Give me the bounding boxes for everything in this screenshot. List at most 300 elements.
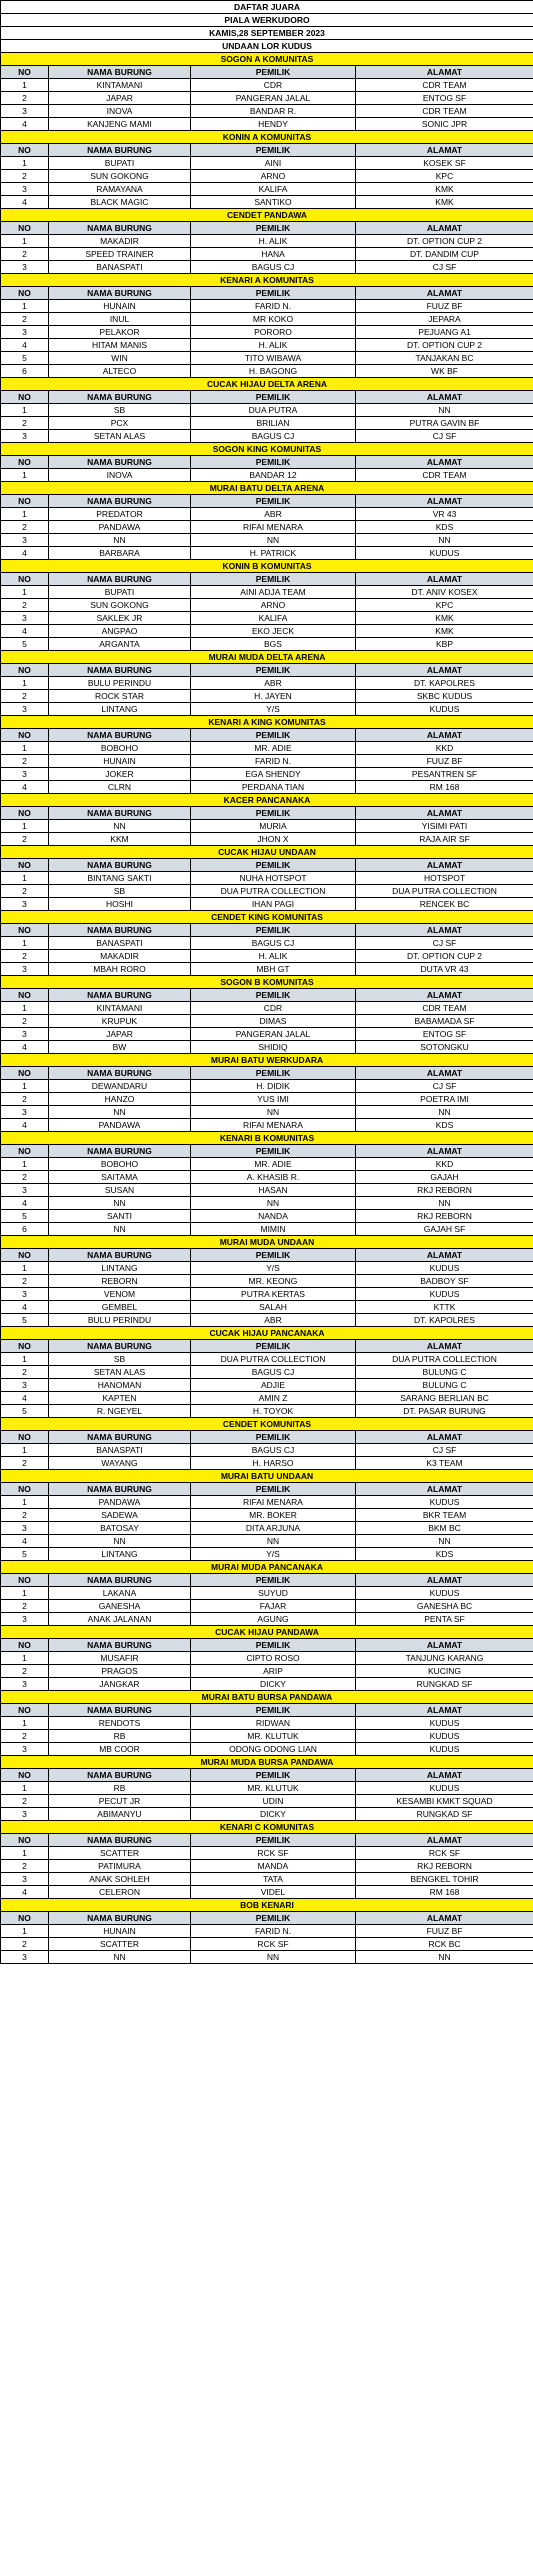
- table-row: [1, 430, 533, 443]
- bird-name-cell: LINTANG: [49, 1548, 191, 1561]
- section-header: [1, 1821, 533, 1834]
- rank-cell: 4: [1, 625, 49, 638]
- table-row: [1, 1184, 533, 1197]
- table-row: [1, 92, 533, 105]
- owner-cell: MANDA: [191, 1860, 356, 1873]
- owner-cell: DICKY: [191, 1678, 356, 1691]
- table-row: [1, 1301, 533, 1314]
- address-cell: KOSEK SF: [356, 157, 533, 170]
- address-cell: KTTK: [356, 1301, 533, 1314]
- section-title: MURAI BATU DELTA ARENA: [1, 482, 533, 495]
- bird-name-cell: SETAN ALAS: [49, 430, 191, 443]
- table-row: [1, 1873, 533, 1886]
- table-row: [1, 1860, 533, 1873]
- col-no-header: NO: [1, 1067, 49, 1080]
- col-address-header: ALAMAT: [356, 1067, 533, 1080]
- rank-cell: 3: [1, 612, 49, 625]
- table-row: [1, 1795, 533, 1808]
- table-row: [1, 820, 533, 833]
- owner-cell: RCK SF: [191, 1847, 356, 1860]
- rank-cell: 5: [1, 1210, 49, 1223]
- rank-cell: 2: [1, 1457, 49, 1470]
- col-owner-header: PEMILIK: [191, 456, 356, 469]
- address-cell: SARANG BERLIAN BC: [356, 1392, 533, 1405]
- rank-cell: 4: [1, 1301, 49, 1314]
- rank-cell: 2: [1, 950, 49, 963]
- table-row: [1, 781, 533, 794]
- owner-cell: BGS: [191, 638, 356, 651]
- col-bird-name-header: NAMA BURUNG: [49, 1067, 191, 1080]
- owner-cell: AMIN Z: [191, 1392, 356, 1405]
- col-address-header: ALAMAT: [356, 144, 533, 157]
- section-header: [1, 274, 533, 287]
- table-row: [1, 937, 533, 950]
- bird-name-cell: VENOM: [49, 1288, 191, 1301]
- table-row: [1, 872, 533, 885]
- owner-cell: DUA PUTRA COLLECTION: [191, 1353, 356, 1366]
- col-no-header: NO: [1, 144, 49, 157]
- owner-cell: MR. KEONG: [191, 1275, 356, 1288]
- table-row: [1, 1288, 533, 1301]
- address-cell: FUUZ BF: [356, 300, 533, 313]
- table-row: [1, 352, 533, 365]
- col-bird-name-header: NAMA BURUNG: [49, 1340, 191, 1353]
- col-no-header: NO: [1, 859, 49, 872]
- col-owner-header: PEMILIK: [191, 66, 356, 79]
- table-row: [1, 1210, 533, 1223]
- rank-cell: 1: [1, 235, 49, 248]
- column-header-row: [1, 1067, 533, 1080]
- col-owner-header: PEMILIK: [191, 807, 356, 820]
- table-row: [1, 196, 533, 209]
- rank-cell: 1: [1, 937, 49, 950]
- table-row: [1, 1587, 533, 1600]
- address-cell: KMK: [356, 625, 533, 638]
- section-header: [1, 846, 533, 859]
- owner-cell: H. JAYEN: [191, 690, 356, 703]
- table-row: [1, 157, 533, 170]
- owner-cell: EGA SHENDY: [191, 768, 356, 781]
- rank-cell: 2: [1, 1093, 49, 1106]
- table-row: [1, 365, 533, 378]
- table-row: [1, 339, 533, 352]
- col-owner-header: PEMILIK: [191, 1431, 356, 1444]
- owner-cell: RIDWAN: [191, 1717, 356, 1730]
- bird-name-cell: ALTECO: [49, 365, 191, 378]
- address-cell: ENTOG SF: [356, 92, 533, 105]
- rank-cell: 3: [1, 1873, 49, 1886]
- owner-cell: FARID N.: [191, 1925, 356, 1938]
- bird-name-cell: PRAGOS: [49, 1665, 191, 1678]
- bird-name-cell: PANDAWA: [49, 521, 191, 534]
- col-bird-name-header: NAMA BURUNG: [49, 1639, 191, 1652]
- owner-cell: H. ALIK: [191, 950, 356, 963]
- column-header-row: [1, 664, 533, 677]
- col-owner-header: PEMILIK: [191, 1912, 356, 1925]
- owner-cell: NN: [191, 1106, 356, 1119]
- section-header: [1, 443, 533, 456]
- section-header: [1, 53, 533, 66]
- rank-cell: 2: [1, 1795, 49, 1808]
- section-title: CUCAK HIJAU DELTA ARENA: [1, 378, 533, 391]
- section-title: KENARI A KOMUNITAS: [1, 274, 533, 287]
- address-cell: KUDUS: [356, 1262, 533, 1275]
- address-cell: DT. ANIV KOSEX: [356, 586, 533, 599]
- bird-name-cell: LINTANG: [49, 703, 191, 716]
- table-row: [1, 1197, 533, 1210]
- bird-name-cell: LINTANG: [49, 1262, 191, 1275]
- address-cell: GAJAH: [356, 1171, 533, 1184]
- bird-name-cell: SETAN ALAS: [49, 1366, 191, 1379]
- col-no-header: NO: [1, 1574, 49, 1587]
- address-cell: ENTOG SF: [356, 1028, 533, 1041]
- owner-cell: SALAH: [191, 1301, 356, 1314]
- bird-name-cell: HUNAIN: [49, 1925, 191, 1938]
- section-header: [1, 1561, 533, 1574]
- section-title: MURAI MUDA DELTA ARENA: [1, 651, 533, 664]
- rank-cell: 2: [1, 833, 49, 846]
- address-cell: RCK BC: [356, 1938, 533, 1951]
- col-no-header: NO: [1, 495, 49, 508]
- bird-name-cell: JANGKAR: [49, 1678, 191, 1691]
- table-body: [1, 1, 533, 1964]
- table-row: [1, 248, 533, 261]
- bird-name-cell: SADEWA: [49, 1509, 191, 1522]
- bird-name-cell: HITAM MANIS: [49, 339, 191, 352]
- rank-cell: 4: [1, 1392, 49, 1405]
- rank-cell: 3: [1, 430, 49, 443]
- section-title: SOGON B KOMUNITAS: [1, 976, 533, 989]
- rank-cell: 5: [1, 1405, 49, 1418]
- owner-cell: H. TOYOK: [191, 1405, 356, 1418]
- address-cell: KUCING: [356, 1665, 533, 1678]
- bird-name-cell: BUPATI: [49, 157, 191, 170]
- owner-cell: MIMIN: [191, 1223, 356, 1236]
- address-cell: TANJAKAN BC: [356, 352, 533, 365]
- rank-cell: 1: [1, 677, 49, 690]
- owner-cell: NN: [191, 1197, 356, 1210]
- col-address-header: ALAMAT: [356, 924, 533, 937]
- owner-cell: ARNO: [191, 170, 356, 183]
- col-address-header: ALAMAT: [356, 807, 533, 820]
- bird-name-cell: RAMAYANA: [49, 183, 191, 196]
- section-header: [1, 378, 533, 391]
- rank-cell: 1: [1, 1717, 49, 1730]
- rank-cell: 2: [1, 313, 49, 326]
- owner-cell: Y/S: [191, 1262, 356, 1275]
- col-no-header: NO: [1, 573, 49, 586]
- col-bird-name-header: NAMA BURUNG: [49, 1912, 191, 1925]
- address-cell: BKR TEAM: [356, 1509, 533, 1522]
- rank-cell: 2: [1, 1171, 49, 1184]
- header-location: UNDAAN LOR KUDUS: [1, 40, 533, 53]
- address-cell: BENGKEL TOHIR: [356, 1873, 533, 1886]
- address-cell: FUUZ BF: [356, 1925, 533, 1938]
- table-row: [1, 1886, 533, 1899]
- table-row: [1, 1548, 533, 1561]
- owner-cell: ADJIE: [191, 1379, 356, 1392]
- owner-cell: KALIFA: [191, 183, 356, 196]
- rank-cell: 3: [1, 183, 49, 196]
- table-row: [1, 1613, 533, 1626]
- col-no-header: NO: [1, 1639, 49, 1652]
- rank-cell: 4: [1, 1197, 49, 1210]
- owner-cell: JHON X: [191, 833, 356, 846]
- bird-name-cell: BULU PERINDU: [49, 677, 191, 690]
- table-row: [1, 1808, 533, 1821]
- section-header: [1, 716, 533, 729]
- table-row: [1, 1652, 533, 1665]
- address-cell: RCK SF: [356, 1847, 533, 1860]
- col-no-header: NO: [1, 1912, 49, 1925]
- column-header-row: [1, 391, 533, 404]
- column-header-row: [1, 1483, 533, 1496]
- owner-cell: PERDANA TIAN: [191, 781, 356, 794]
- col-bird-name-header: NAMA BURUNG: [49, 859, 191, 872]
- bird-name-cell: BULU PERINDU: [49, 1314, 191, 1327]
- section-title: MURAI MUDA PANCANAKA: [1, 1561, 533, 1574]
- rank-cell: 3: [1, 1678, 49, 1691]
- section-title: MURAI BATU WERKUDARA: [1, 1054, 533, 1067]
- section-header: [1, 976, 533, 989]
- owner-cell: Y/S: [191, 1548, 356, 1561]
- address-cell: FUUZ BF: [356, 755, 533, 768]
- header-event: PIALA WERKUDORO: [1, 14, 533, 27]
- address-cell: NN: [356, 1106, 533, 1119]
- bird-name-cell: JAPAR: [49, 92, 191, 105]
- section-title: KENARI B KOMUNITAS: [1, 1132, 533, 1145]
- table-row: [1, 586, 533, 599]
- table-row: [1, 1171, 533, 1184]
- address-cell: BABAMADA SF: [356, 1015, 533, 1028]
- rank-cell: 4: [1, 196, 49, 209]
- rank-cell: 2: [1, 1275, 49, 1288]
- section-title: CUCAK HIJAU UNDAAN: [1, 846, 533, 859]
- address-cell: KUDUS: [356, 547, 533, 560]
- table-row: [1, 703, 533, 716]
- rank-cell: 1: [1, 300, 49, 313]
- table-row: [1, 638, 533, 651]
- col-address-header: ALAMAT: [356, 1249, 533, 1262]
- address-cell: PUTRA GAVIN BF: [356, 417, 533, 430]
- table-row: [1, 599, 533, 612]
- section-header: [1, 1327, 533, 1340]
- address-cell: KMK: [356, 196, 533, 209]
- col-address-header: ALAMAT: [356, 1483, 533, 1496]
- owner-cell: DUA PUTRA COLLECTION: [191, 885, 356, 898]
- bird-name-cell: SAKLEK JR: [49, 612, 191, 625]
- column-header-row: [1, 66, 533, 79]
- col-bird-name-header: NAMA BURUNG: [49, 729, 191, 742]
- owner-cell: AINI ADJA TEAM: [191, 586, 356, 599]
- section-title: MURAI MUDA BURSA PANDAWA: [1, 1756, 533, 1769]
- col-address-header: ALAMAT: [356, 989, 533, 1002]
- table-row: [1, 404, 533, 417]
- address-cell: RKJ REBORN: [356, 1210, 533, 1223]
- bird-name-cell: RB: [49, 1782, 191, 1795]
- owner-cell: MR. KLUTUK: [191, 1730, 356, 1743]
- table-row: [1, 612, 533, 625]
- owner-cell: H. PATRICK: [191, 547, 356, 560]
- table-row: [1, 1600, 533, 1613]
- bird-name-cell: BUPATI: [49, 586, 191, 599]
- col-bird-name-header: NAMA BURUNG: [49, 924, 191, 937]
- table-row: [1, 1717, 533, 1730]
- bird-name-cell: JAPAR: [49, 1028, 191, 1041]
- header-date-row: [1, 27, 533, 40]
- rank-cell: 1: [1, 1262, 49, 1275]
- table-row: [1, 1158, 533, 1171]
- bird-name-cell: CELERON: [49, 1886, 191, 1899]
- col-address-header: ALAMAT: [356, 222, 533, 235]
- owner-cell: SUYUD: [191, 1587, 356, 1600]
- owner-cell: BANDAR R.: [191, 105, 356, 118]
- owner-cell: HASAN: [191, 1184, 356, 1197]
- rank-cell: 1: [1, 157, 49, 170]
- rank-cell: 1: [1, 586, 49, 599]
- rank-cell: 2: [1, 1366, 49, 1379]
- rank-cell: 2: [1, 417, 49, 430]
- bird-name-cell: WAYANG: [49, 1457, 191, 1470]
- col-bird-name-header: NAMA BURUNG: [49, 1574, 191, 1587]
- col-owner-header: PEMILIK: [191, 222, 356, 235]
- bird-name-cell: KRUPUK: [49, 1015, 191, 1028]
- section-header: [1, 1132, 533, 1145]
- bird-name-cell: PCX: [49, 417, 191, 430]
- section-header: [1, 1691, 533, 1704]
- table-row: [1, 1314, 533, 1327]
- bird-name-cell: PECUT JR: [49, 1795, 191, 1808]
- bird-name-cell: NN: [49, 1223, 191, 1236]
- table-row: [1, 79, 533, 92]
- col-no-header: NO: [1, 1769, 49, 1782]
- section-title: CENDET KING KOMUNITAS: [1, 911, 533, 924]
- table-row: [1, 183, 533, 196]
- table-row: [1, 1938, 533, 1951]
- bird-name-cell: BOBOHO: [49, 1158, 191, 1171]
- bird-name-cell: ROCK STAR: [49, 690, 191, 703]
- owner-cell: NN: [191, 1951, 356, 1964]
- rank-cell: 1: [1, 1080, 49, 1093]
- address-cell: DUA PUTRA COLLECTION: [356, 1353, 533, 1366]
- bird-name-cell: BANASPATI: [49, 261, 191, 274]
- address-cell: BULUNG C: [356, 1379, 533, 1392]
- address-cell: PEJUANG A1: [356, 326, 533, 339]
- address-cell: CJ SF: [356, 430, 533, 443]
- table-row: [1, 1119, 533, 1132]
- section-header: [1, 1054, 533, 1067]
- column-header-row: [1, 1704, 533, 1717]
- section-header: [1, 1236, 533, 1249]
- table-row: [1, 469, 533, 482]
- rank-cell: 1: [1, 469, 49, 482]
- col-address-header: ALAMAT: [356, 729, 533, 742]
- section-header: [1, 911, 533, 924]
- section-title: KENARI A KING KOMUNITAS: [1, 716, 533, 729]
- rank-cell: 2: [1, 92, 49, 105]
- address-cell: KUDUS: [356, 703, 533, 716]
- bird-name-cell: HANZO: [49, 1093, 191, 1106]
- bird-name-cell: MBAH RORO: [49, 963, 191, 976]
- bird-name-cell: BANASPATI: [49, 1444, 191, 1457]
- owner-cell: ABR: [191, 1314, 356, 1327]
- owner-cell: FARID N.: [191, 755, 356, 768]
- rank-cell: 1: [1, 79, 49, 92]
- table-row: [1, 1262, 533, 1275]
- bird-name-cell: REBORN: [49, 1275, 191, 1288]
- bird-name-cell: RB: [49, 1730, 191, 1743]
- bird-name-cell: SUN GOKONG: [49, 170, 191, 183]
- table-row: [1, 1496, 533, 1509]
- owner-cell: ARNO: [191, 599, 356, 612]
- address-cell: K3 TEAM: [356, 1457, 533, 1470]
- col-no-header: NO: [1, 664, 49, 677]
- table-row: [1, 1444, 533, 1457]
- address-cell: RAJA AIR SF: [356, 833, 533, 846]
- column-header-row: [1, 1834, 533, 1847]
- address-cell: CJ SF: [356, 937, 533, 950]
- owner-cell: CDR: [191, 79, 356, 92]
- address-cell: KDS: [356, 521, 533, 534]
- bird-name-cell: NN: [49, 820, 191, 833]
- section-title: SOGON KING KOMUNITAS: [1, 443, 533, 456]
- rank-cell: 5: [1, 1548, 49, 1561]
- owner-cell: VIDEL: [191, 1886, 356, 1899]
- address-cell: RM 168: [356, 1886, 533, 1899]
- rank-cell: 1: [1, 1782, 49, 1795]
- rank-cell: 3: [1, 534, 49, 547]
- rank-cell: 1: [1, 1587, 49, 1600]
- column-header-row: [1, 1249, 533, 1262]
- col-no-header: NO: [1, 1145, 49, 1158]
- rank-cell: 3: [1, 898, 49, 911]
- col-no-header: NO: [1, 1704, 49, 1717]
- table-row: [1, 326, 533, 339]
- col-address-header: ALAMAT: [356, 1340, 533, 1353]
- bird-name-cell: SCATTER: [49, 1847, 191, 1860]
- table-row: [1, 1106, 533, 1119]
- table-row: [1, 755, 533, 768]
- address-cell: BADBOY SF: [356, 1275, 533, 1288]
- rank-cell: 1: [1, 1158, 49, 1171]
- bird-name-cell: HOSHI: [49, 898, 191, 911]
- column-header-row: [1, 1340, 533, 1353]
- address-cell: BULUNG C: [356, 1366, 533, 1379]
- owner-cell: BAGUS CJ: [191, 261, 356, 274]
- address-cell: CJ SF: [356, 261, 533, 274]
- section-header: [1, 131, 533, 144]
- bird-name-cell: MAKADIR: [49, 950, 191, 963]
- section-header: [1, 209, 533, 222]
- bird-name-cell: HUNAIN: [49, 300, 191, 313]
- table-row: [1, 1951, 533, 1964]
- rank-cell: 1: [1, 742, 49, 755]
- col-owner-header: PEMILIK: [191, 1769, 356, 1782]
- bird-name-cell: PATIMURA: [49, 1860, 191, 1873]
- col-no-header: NO: [1, 456, 49, 469]
- address-cell: RUNGKAD SF: [356, 1808, 533, 1821]
- owner-cell: A. KHASIB R.: [191, 1171, 356, 1184]
- table-row: [1, 1457, 533, 1470]
- address-cell: SKBC KUDUS: [356, 690, 533, 703]
- table-row: [1, 1509, 533, 1522]
- header-event-row: [1, 14, 533, 27]
- address-cell: RENCEK BC: [356, 898, 533, 911]
- section-title: KONIN A KOMUNITAS: [1, 131, 533, 144]
- address-cell: SOTONGKU: [356, 1041, 533, 1054]
- table-row: [1, 898, 533, 911]
- column-header-row: [1, 1431, 533, 1444]
